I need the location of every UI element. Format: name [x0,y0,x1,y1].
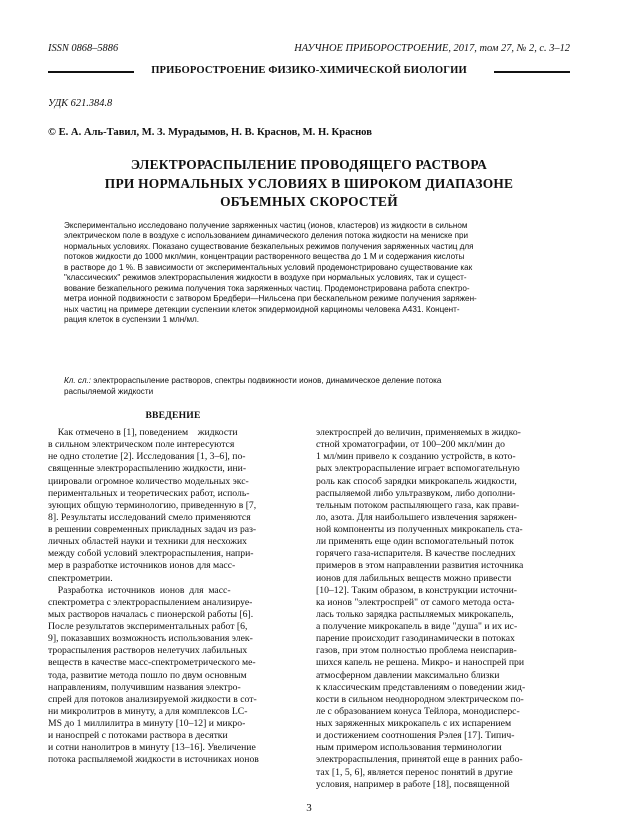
body-line: роль как способ зарядки микрокапель жидкости, [316,475,517,487]
body-line: ни микролитров в минуту, а для комплексов LC- [48,705,248,717]
paper-title [48,156,570,212]
body-line: ной компоненты из полученных микрокапель ста- [316,524,523,535]
keywords-label: Кл. сл.: [64,376,92,385]
abstract-line: рация клеток в суспензии 1 млн/мл. [64,315,200,325]
body-line: мер в разработке источников ионов для масс- [48,560,236,572]
body-line: примеров в этом направлении развития источника [316,560,524,572]
title-line: ОБЪЕМНЫХ СКОРОСТЕЙ [220,194,398,209]
body-line: 9], показавших возможность использования элек- [48,633,253,645]
body-line: не одно столетие [2]. Исследования [1, 3–6], по- [48,451,246,463]
body-line: ка ионов "электроспрей" от самого метода оста- [316,596,515,608]
journal-citation: НАУЧНОЕ ПРИБОРОСТРОЕНИЕ, 2017, том 27, № 2, с. 3–12 [294,43,570,54]
body-line: Разработка источников ионов для масс- [48,584,231,596]
page-number: 3 [306,802,312,814]
abstract-line: потоков жидкости до 1000 мкл/мин, концентрации растворенного вещества до 1 М и содержания кислоты [64,252,465,262]
body-line: священные электрораспылению жидкости, ини- [48,463,247,475]
body-line: между собой условий электрораспыления, напри- [48,548,254,560]
body-line: в решении современных прикладных задач из раз- [48,524,257,535]
body-line: и сотни нанолитров в минуту [13–16]. Увеличение [48,742,256,754]
body-line: ных заряженных микрокапель с их испарением [316,718,512,729]
body-line: зующих общую терминологию, приведенную в [7, [48,499,257,511]
body-line: мых растворов началась с пионерской работы [6]. [48,608,254,620]
body-line: распыляемой либо ультразвуком, либо дополни- [316,487,516,499]
body-line: а получение микрокапель в виде "душа" и их ис- [316,621,518,632]
abstract-line: Экспериментально исследовано получение заряженных частиц (ионов, кластеров) из жидкости в сильном [64,221,468,230]
body-line: горячего газа-испарителя. В качестве последних [316,548,516,560]
body-line: тода, развитие метода пошло по двум основным [48,669,247,681]
body-line: электроспрей до величин, применяемых в жидко- [316,427,521,438]
body-line: направлениям, получившим названия электро- [48,681,241,693]
body-line: и наноспрей с потоками раствора в десятки [48,730,228,742]
udk-code: УДК 621.384.8 [48,98,113,109]
abstract [64,221,558,326]
keywords-text: электрораспыление растворов, спектры подвижности ионов, динамическое деление потока [91,376,442,385]
body-line: [10–12]. Таким образом, в конструкции источни- [316,584,518,596]
body-line: спектрометрии. [48,572,113,584]
body-line: спектрометра с электрораспылением анализируе- [48,596,253,608]
body-line: 1 мл/мин привело к созданию устройств, в кото- [316,451,516,463]
keywords [64,376,558,397]
body-line: 8]. Результаты исследований смело применяются [48,511,251,523]
keywords-text: распыляемой жидкости [64,386,154,396]
body-line: к классическим представлениям о поведении жид- [316,681,526,693]
body-line: ло, азота. Для наибольшего извлечения заряжен- [316,511,517,523]
body-line: атмосферном давлении максимально близки [316,669,500,681]
authors: © Е. А. Аль-Тавил, М. З. Мурадымов, Н. В. Краснов, М. Н. Краснов [48,127,372,138]
body-line: трораспыления растворов нелетучих лабильных [48,645,248,657]
body-line: шихся капель не решена. Микро- и наноспрей при [316,657,525,669]
body-line: и достижением соотношения Рэлея [17]. Типич- [316,730,515,742]
body-line: веществ в качестве масс-спектрометрического ме- [48,657,256,669]
body-line: периментальных и теоретических работ, исполь- [48,487,250,499]
body-line: газов, при этом полностью проблема неиспарив- [316,645,517,657]
body-line: электрораспыления, принятой еще в ранних рабо- [316,754,523,766]
body-line: Как отмечено в [1], поведением жидкости [48,427,238,438]
abstract-line: метра ионной подвижности с затвором Бредбери—Нильсена при бескапельном режиме получения заряжен- [64,294,477,304]
body-line: парение происходит газодинамически в потоках [316,633,515,645]
body-line: в сильном электрическом поле интересуются [48,439,235,451]
body-line: кости в сильном неоднородном электрическом по- [316,693,524,705]
body-line: ле с образованием конуса Тейлора, монодисперс- [316,705,520,717]
section-bar [48,65,570,76]
section-title: ПРИБОРОСТРОЕНИЕ ФИЗИКО-ХИМИЧЕСКОЙ БИОЛОГИИ [151,65,467,76]
body-line: тах [1, 5, 6], является перенос понятий в другие [316,766,513,778]
left-column [48,427,299,767]
body-line: спрей для потоков анализируемой жидкости в сот- [48,693,257,705]
right-column [316,427,571,791]
intro-heading: ВВЕДЕНИЕ [145,410,201,421]
title-line: ЭЛЕКТРОРАСПЫЛЕНИЕ ПРОВОДЯЩЕГО РАСТВОРА [130,157,488,172]
body-line: условия, например в работе [18], посвященной [316,778,510,790]
body-line: лась только зарядка распыляемых микрокапель, [316,608,514,620]
abstract-line: нормальных условиях. Показано существование безкапельных режимов получения заряженных частиц для [64,241,474,251]
body-line: рых электрораспыление играет вспомогательную [316,463,520,475]
abstract-line: "классических" режимов электрораспыления жидкости в воздухе при нормальных условиях, так и сущест- [64,273,467,283]
body-line: MS до 1 миллилитра в минуту [10–12] и микро- [48,718,246,729]
body-line: стной хроматографии, от 100–200 мкл/мин до [316,439,505,451]
body-line: ным примером использования терминологии [316,742,502,754]
body-line: личных областей науки и техники для несхожих [48,536,247,548]
body-line: После результатов экспериментальных работ [6, [48,621,248,632]
body-line: ли применять еще один вспомогательный поток [316,536,514,548]
body-line: циировали огромное количество модельных экс- [48,475,249,487]
body-line: потока распыляемой жидкости в источниках ионов [48,754,259,766]
abstract-line: в растворе до 1 %. В зависимости от экспериментальных условий продемонстрировано существование как [64,262,473,272]
title-line: ПРИ НОРМАЛЬНЫХ УСЛОВИЯХ В ШИРОКОМ ДИАПАЗОНЕ [104,175,514,191]
abstract-line: ных частиц на примере детекции суспензии клеток эпидермоидной карциномы человека A431. Концент- [64,304,460,314]
body-line: ионов для лабильных веществ можно привести [316,572,512,584]
body-line: тельным потоком распыляющего газа, как прави- [316,499,520,511]
abstract-line: вование безкапельного режима получения тока заряженных частиц. Продемонстрирована работа спектро- [64,283,470,293]
abstract-line: электрическом поле в воздухе с использованием динамического деления потока жидкости на мениске при [64,231,469,241]
issn: ISSN 0868–5886 [48,43,119,54]
